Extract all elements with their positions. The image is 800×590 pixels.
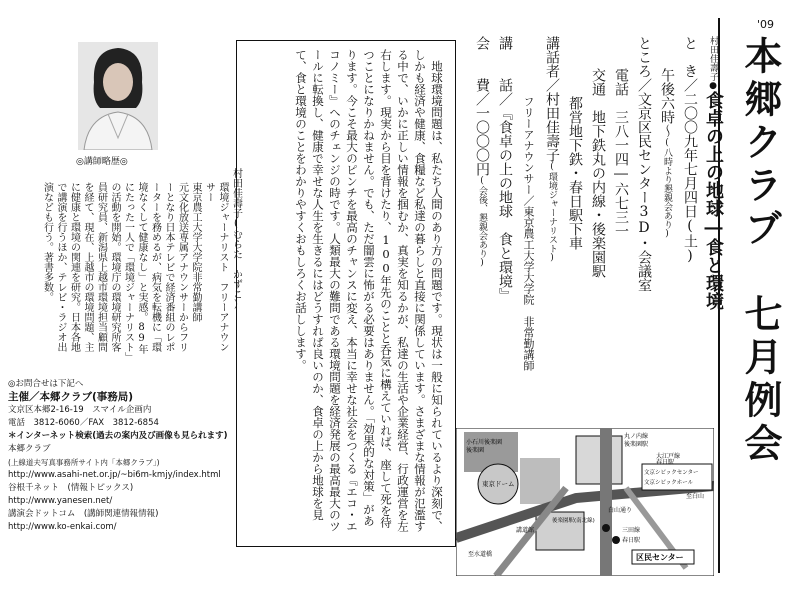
map-label: 東京ドーム bbox=[482, 480, 515, 488]
speaker-bio bbox=[40, 168, 243, 358]
talk-label: 講 話／ bbox=[497, 36, 513, 106]
map-label: 後楽園 bbox=[466, 447, 485, 454]
time-note: (八時より懇親会あり) bbox=[662, 138, 672, 239]
site1-note: (上線道夫写真事務所サイト内「本郷クラブ」) bbox=[8, 458, 160, 467]
map-label: 大江戸線 bbox=[656, 453, 681, 460]
map-label: 文京シビックセンター bbox=[644, 470, 699, 476]
civic-label-box bbox=[642, 464, 712, 490]
contact-phone: 電話 3812-6060／FAX 3812-6854 bbox=[8, 418, 159, 428]
place-label: ところ／ bbox=[636, 36, 652, 92]
subject-title: 食卓の上の地球―食と環境 bbox=[703, 91, 724, 310]
map-label: 白山通り bbox=[608, 507, 633, 514]
map-label: 至白山 bbox=[686, 493, 705, 500]
event-info bbox=[470, 36, 726, 371]
subject-line bbox=[701, 36, 726, 366]
map-label: 三田線 bbox=[622, 527, 641, 534]
map-label: 丸ノ内線 bbox=[624, 433, 649, 440]
site1-name: 本郷クラブ bbox=[8, 444, 51, 454]
speaker-role: (環境ジャーナリスト) bbox=[547, 162, 557, 263]
contact-address: 文京区本郷2-16-19 スマイル企画内 bbox=[8, 405, 152, 415]
bio-name: 村田佳壽子(むらた かずこ) bbox=[230, 168, 242, 310]
subject-prefix: 村田佳壽子● bbox=[708, 36, 718, 91]
map-label: 講道館 bbox=[516, 527, 535, 534]
date-line bbox=[678, 36, 701, 366]
fee-note: (会後、懇親会あり) bbox=[477, 176, 487, 268]
venue-label: 区民センター bbox=[636, 553, 684, 562]
talk-line bbox=[493, 36, 516, 366]
station-dot bbox=[612, 536, 620, 544]
contact-block bbox=[8, 378, 228, 534]
body-text: 地球環境問題は、私たち人間のあり方の問題です。現状は一般に知られているより深刻で、しかも経済や健康、食糧など私達の暮らしと直接に関係しています。さまざまな情報が氾濫する中で、いかに正しい情報を掴むか、真実を知るかが、私達の生活や企業経営、行政運営を左右します。現実から目を背けたり、100年先のことと呑気に構えていれば、座して死を待つことになりかねません。でも、ただ闇雲に怖がる必要はありません。「効果的な対策」があります。今こそ最大のピンチを最高のチャンスに変え、本当に幸せな社会をつくる『エコ・エコノミー』へのチェンジの時です。人類最大の難問である環境問題を経済発展の最高最大のツールに転換し、健康で幸せな人生を生きるにはどうすれば良いのか、食卓の上から地球を見て、食と環境のことをわかりやすくおもしろくお話しします。 bbox=[294, 49, 444, 532]
page-title: 本郷クラブ 七月例会 bbox=[738, 36, 782, 466]
map-label: 至水道橋 bbox=[468, 551, 493, 558]
map-label: 文京シビックホール bbox=[644, 480, 694, 486]
place-value: 文京区民センター3D・会議室 bbox=[636, 92, 652, 292]
stadium-area bbox=[520, 458, 560, 504]
speaker-photo bbox=[78, 42, 158, 150]
map-label: 後楽園駅 bbox=[624, 441, 649, 448]
time-value: 午後六時～ bbox=[659, 68, 675, 138]
place-line bbox=[632, 36, 655, 366]
site3-name: 講演会ドットコム (講師関連情報情報) bbox=[8, 509, 159, 519]
fee-value: 一〇〇〇円 bbox=[474, 106, 490, 176]
contact-org: 主催／本郷クラブ(事務局) bbox=[8, 391, 134, 403]
site2-url[interactable]: http://www.yanesen.net/ bbox=[8, 496, 113, 506]
map-label: 春日駅 bbox=[656, 459, 675, 466]
map-label: 小石川後楽園 bbox=[466, 439, 503, 446]
year-mark: '09 bbox=[757, 18, 775, 31]
body-text-box bbox=[236, 40, 456, 547]
map-label: 後楽園駅(南北線) bbox=[552, 518, 595, 524]
bio-text: 元文化放送専属アナウンサーからフリーとなり日本テレビで経済番組のレポーターを務めるが、病気を転機に「環境なくして健康なし」と実感。89年にたった一人で「環境ジャーナリスト」の活動を開始。環境庁の環境研究所客員研究員、新潟県上越市環境担当顧問を経て、現在、上越市の環境問題、主に健康と環境の関連を研究。日本各地で講演を行うほか、テレビ・ラジオ出演なども行う。著書多数。 bbox=[41, 182, 188, 357]
bio-role-2: 東京農工大学大学院非常勤講師 bbox=[190, 182, 201, 322]
speaker-name: 村田佳壽子 bbox=[544, 92, 560, 162]
time-line bbox=[655, 36, 678, 366]
speaker-desc: フリーアナウンサー／東京農工大学大学院 非常勤講師 bbox=[522, 96, 535, 371]
contact-heading: ◎お問合せは下記へ bbox=[8, 379, 84, 389]
internet-heading: ＊インターネット検索(過去の案内及び画像も見られます) bbox=[8, 431, 228, 441]
fee-label: 会 費／ bbox=[474, 36, 490, 106]
site2-name: 谷根千ネット (情報トピックス) bbox=[8, 483, 134, 493]
fee-line bbox=[470, 36, 493, 366]
speaker-label: 講話者／ bbox=[544, 36, 560, 92]
access-line-2: 都営地下鉄・春日駅下車 bbox=[567, 96, 583, 250]
site1-url[interactable]: http://www.asahi-net.or.jp/~bi6m-kmjy/index.html bbox=[8, 470, 221, 480]
speaker-line bbox=[540, 36, 563, 366]
date-label: と き／ bbox=[682, 36, 698, 92]
phone-line: 電話 三八一四―六七三一 bbox=[613, 68, 629, 238]
talk-title: 『食卓の上の地球 食と環境』 bbox=[497, 106, 513, 302]
bio-role-1: 環境ジャーナリスト フリーアナウンサー bbox=[203, 182, 228, 352]
site3-url[interactable]: http://www.ko-enkai.com/ bbox=[8, 522, 117, 532]
station-dot bbox=[602, 524, 610, 532]
civic-area bbox=[576, 436, 622, 484]
date-value: 二〇〇九年七月四日(土) bbox=[682, 92, 698, 264]
access-line-1: 交通 地下鉄丸の内線・後楽園駅 bbox=[590, 68, 606, 278]
photo-caption: ◎講師略歴◎ bbox=[76, 157, 128, 167]
access-map bbox=[456, 428, 714, 576]
map-label: 春日駅 bbox=[622, 537, 641, 544]
